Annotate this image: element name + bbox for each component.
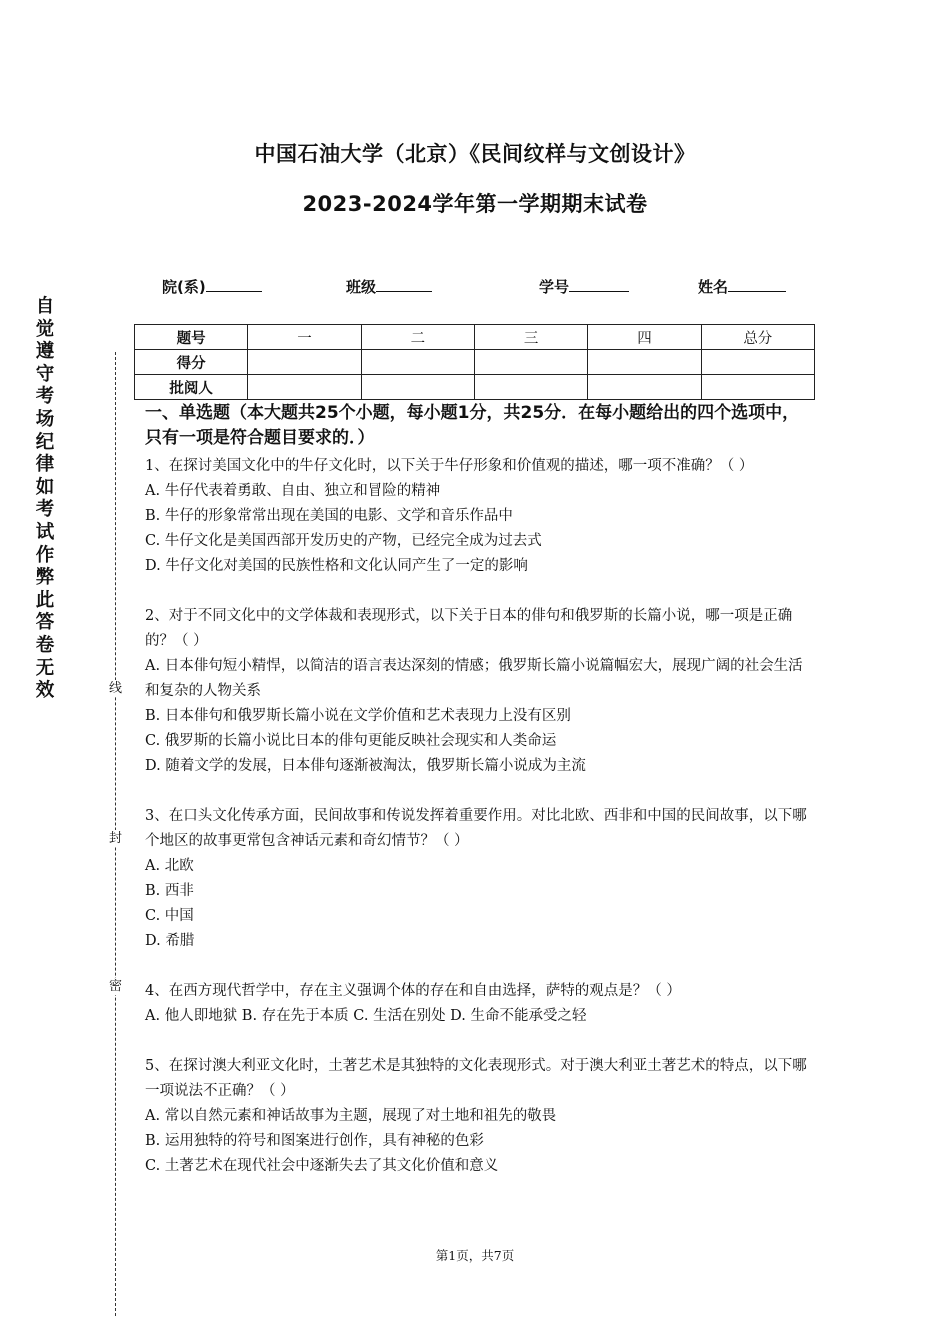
student-id-field — [539, 276, 629, 297]
exam-content — [145, 401, 813, 1204]
option-a: A. 北欧 — [145, 858, 194, 874]
grader-cell[interactable] — [361, 375, 474, 400]
option-d: D. 随着文学的发展，日本俳句逐渐被淘汰，俄罗斯长篇小说成为主流 — [145, 758, 586, 774]
page-number: 第1页，共7页 — [435, 1248, 515, 1263]
question-3 — [145, 804, 813, 954]
binding-mark-line: 线 — [108, 681, 122, 696]
question-1 — [145, 454, 813, 579]
score-cell[interactable] — [248, 350, 361, 375]
question-4 — [145, 979, 813, 1029]
col-header: 二 — [361, 325, 474, 350]
grader-cell[interactable] — [474, 375, 587, 400]
exam-discipline-notice: 自觉遵守考场纪律如考试作弊此答卷无效 — [35, 296, 55, 702]
question-number-label: 题号 — [135, 325, 248, 350]
name-label: 姓名 — [698, 278, 729, 296]
col-header: 三 — [474, 325, 587, 350]
grader-cell[interactable] — [588, 375, 701, 400]
option-d: D. 希腊 — [145, 933, 195, 949]
exam-title-line2: 2023-2024学年第一学期期末试卷 — [302, 192, 648, 216]
name-field — [698, 276, 786, 297]
class-field — [346, 276, 432, 297]
question-5 — [145, 1054, 813, 1179]
score-cell[interactable] — [701, 350, 814, 375]
grader-cell[interactable] — [701, 375, 814, 400]
question-stem: 2、对于不同文化中的文学体裁和表现形式，以下关于日本的俳句和俄罗斯的长篇小说，哪一项是正确的？（ ） — [145, 608, 793, 649]
option-a: A. 日本俳句短小精悍，以简洁的语言表达深刻的情感；俄罗斯长篇小说篇幅宏大，展现广阔的社会生活和复杂的人物关系 — [145, 658, 803, 699]
grader-row — [135, 375, 815, 400]
question-stem: 3、在口头文化传承方面，民间故事和传说发挥着重要作用。对比北欧、西非和中国的民间故事，以下哪个地区的故事更常包含神话元素和奇幻情节？（ ） — [145, 808, 807, 849]
option-c: C. 土著艺术在现代社会中逐渐失去了其文化价值和意义 — [145, 1158, 499, 1174]
student-id-blank[interactable] — [569, 277, 629, 292]
col-header-total: 总分 — [701, 325, 814, 350]
option-b: B. 西非 — [145, 883, 194, 899]
student-id-label: 学号 — [539, 278, 570, 296]
score-cell[interactable] — [588, 350, 701, 375]
option-b: B. 牛仔的形象常常出现在美国的电影、文学和音乐作品中 — [145, 508, 513, 524]
col-header: 四 — [588, 325, 701, 350]
option-b: B. 日本俳句和俄罗斯长篇小说在文学价值和艺术表现力上没有区别 — [145, 708, 571, 724]
dept-label: 院(系) — [162, 278, 206, 296]
option-a: A. 牛仔代表着勇敢、自由、独立和冒险的精神 — [145, 483, 441, 499]
exam-title-line1: 中国石油大学（北京）《民间纹样与文创设计》 — [254, 142, 696, 166]
question-stem: 5、在探讨澳大利亚文化时，土著艺术是其独特的文化表现形式。对于澳大利亚土著艺术的特点，以下哪一项说法不正确？（ ） — [145, 1058, 807, 1099]
score-cell[interactable] — [474, 350, 587, 375]
grader-cell[interactable] — [248, 375, 361, 400]
binding-mark-secret: 密 — [108, 979, 122, 994]
dept-blank[interactable] — [206, 277, 262, 292]
question-2 — [145, 604, 813, 779]
section-heading: 一、单选题（本大题共25个小题，每小题1分，共25分．在每小题给出的四个选项中，只有一项是符合题目要求的．） — [145, 403, 800, 448]
question-stem: 1、在探讨美国文化中的牛仔文化时，以下关于牛仔形象和价值观的描述，哪一项不准确？（ ） — [145, 458, 754, 474]
dept-field — [162, 276, 262, 297]
score-table-header-row — [135, 325, 815, 350]
class-label: 班级 — [346, 278, 377, 296]
option-b: B. 运用独特的符号和图案进行创作，具有神秘的色彩 — [145, 1133, 484, 1149]
name-blank[interactable] — [728, 277, 786, 292]
col-header: 一 — [248, 325, 361, 350]
score-row-label: 得分 — [135, 350, 248, 375]
score-row — [135, 350, 815, 375]
binding-mark-seal: 封 — [108, 831, 122, 846]
option-c: C. 俄罗斯的长篇小说比日本的俳句更能反映社会现实和人类命运 — [145, 733, 557, 749]
inline-options: A. 他人即地狱 B. 存在先于本质 C. 生活在别处 D. 生命不能承受之轻 — [145, 1008, 587, 1024]
option-a: A. 常以自然元素和神话故事为主题，展现了对土地和祖先的敬畏 — [145, 1108, 557, 1124]
option-c: C. 中国 — [145, 908, 194, 924]
class-blank[interactable] — [376, 277, 432, 292]
score-table — [134, 324, 815, 400]
option-c: C. 牛仔文化是美国西部开发历史的产物，已经完全成为过去式 — [145, 533, 542, 549]
question-stem: 4、在西方现代哲学中，存在主义强调个体的存在和自由选择，萨特的观点是？（ ） — [145, 983, 681, 999]
grader-row-label: 批阅人 — [135, 375, 248, 400]
score-cell[interactable] — [361, 350, 474, 375]
option-d: D. 牛仔文化对美国的民族性格和文化认同产生了一定的影响 — [145, 558, 528, 574]
